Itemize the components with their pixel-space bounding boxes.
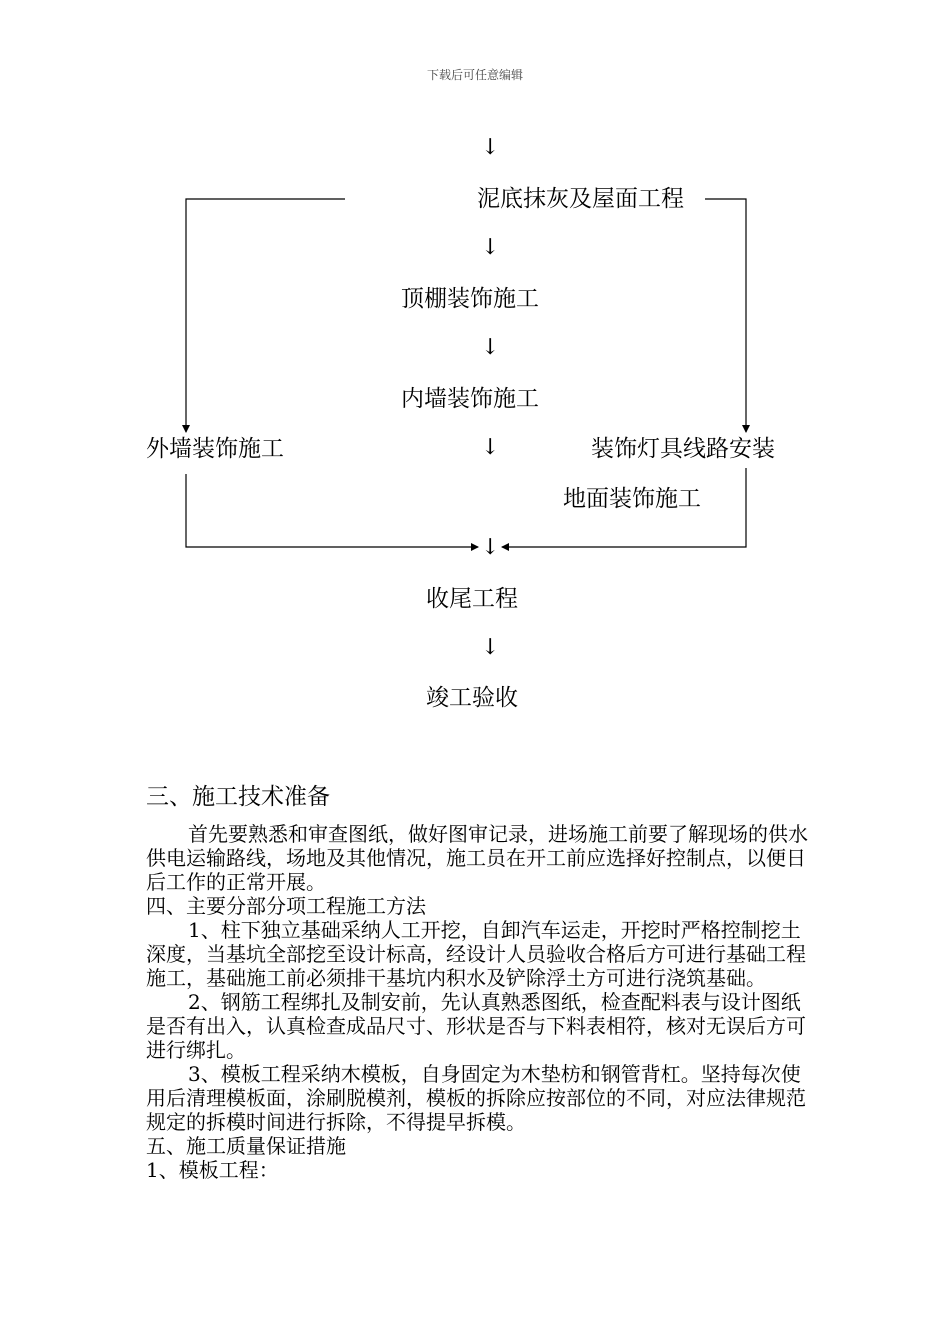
section5-sub-item: 1、模板工程：	[146, 1158, 279, 1182]
section3-title: 三、施工技术准备	[146, 784, 330, 810]
node-plaster-roof: 泥底抹灰及屋面工程	[477, 186, 684, 212]
header-note: 下载后可任意编辑	[426, 68, 523, 82]
body-text	[146, 822, 814, 1182]
section4-item-3: 3、模板工程采纳木模板，自身固定为木垫枋和钢管背杠。坚持每次使用后清理模板面，涂刷脱模剂，模板的拆除应按部位的不同，对应法律规范规定的拆模时间进行拆除，不得提早拆模。	[146, 1062, 806, 1134]
left-merge-line	[186, 474, 478, 547]
node-acceptance: 竣工验收	[426, 685, 518, 711]
right-branch-line	[705, 199, 746, 432]
node-lighting: 装饰灯具线路安装	[591, 436, 775, 462]
section4-item-2: 2、钢筋工程绑扎及制安前，先认真熟悉图纸，检查配料表与设计图纸是否有出入，认真检查成品尺寸、形状是否与下料表相符，核对无误后方可进行绑扎。	[146, 990, 806, 1062]
node-ceiling: 顶棚装饰施工	[401, 286, 539, 312]
flow-arrow-2: ↓	[481, 235, 500, 260]
flow-arrow-1: ↓	[481, 135, 500, 160]
node-exterior-wall: 外墙装饰施工	[146, 436, 284, 462]
left-branch-line	[186, 199, 345, 432]
flow-arrow-5: ↓	[481, 535, 500, 560]
section4-title: 四、主要分部分项工程施工方法	[146, 894, 426, 918]
node-interior-wall: 内墙装饰施工	[401, 386, 539, 412]
node-finishing: 收尾工程	[426, 586, 518, 612]
flow-arrow-3: ↓	[481, 335, 500, 360]
section5-title: 五、施工质量保证措施	[146, 1134, 346, 1158]
section3-paragraph: 首先要熟悉和审查图纸，做好图审记录，进场施工前要了解现场的供水供电运输路线，场地及其他情况，施工员在开工前应选择好控制点，以便日后工作的正常开展。	[146, 822, 808, 894]
node-floor: 地面装饰施工	[563, 486, 701, 512]
section4-item-1: 1、柱下独立基础采纳人工开挖，自卸汽车运走，开挖时严格控制挖土深度，当基坑全部挖至设计标高，经设计人员验收合格后方可进行基础工程施工，基础施工前必须排干基坑内积水及铲除浮土方可进行浇筑基础。	[146, 918, 806, 990]
flow-arrow-4: ↓	[481, 435, 500, 460]
flow-arrow-6: ↓	[481, 635, 500, 660]
